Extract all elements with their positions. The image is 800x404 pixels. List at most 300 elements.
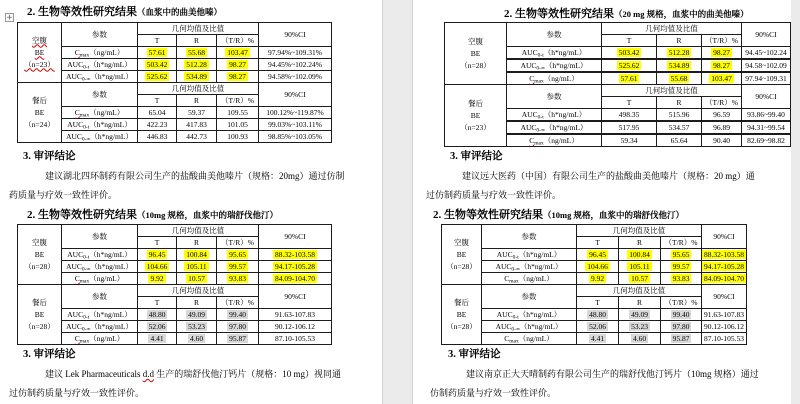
r-header: R	[657, 97, 702, 109]
value-cell	[217, 333, 259, 345]
param-unit: （h*ng/mL）	[543, 109, 587, 119]
value-text: 49.09	[631, 309, 648, 319]
param-cell	[62, 249, 138, 261]
ci-text: 94.45~102.24	[745, 47, 787, 57]
be-table-mount	[441, 224, 746, 345]
ci-cell	[702, 249, 747, 261]
value-text: 59.37	[188, 107, 205, 117]
param-cell	[507, 72, 602, 85]
param-unit: （ng/mL）	[518, 273, 554, 283]
conclusion-text: 建议远大医药（中国）有限公司生产的盐酸曲美他嗪片（规格：20 mg）通	[462, 171, 755, 181]
value-cell	[661, 321, 702, 333]
tr-ratio-header: （T/R）%	[217, 35, 259, 47]
value-cell	[619, 321, 661, 333]
param-header: 参数	[62, 225, 138, 249]
tr-ratio-header: （T/R）%	[702, 35, 742, 47]
table-row	[18, 261, 332, 273]
ci-cell	[259, 119, 332, 131]
value-text: 93.83	[672, 273, 690, 283]
param-cell	[507, 134, 602, 147]
param-cell	[62, 119, 138, 131]
tr-ratio-header: （T/R）%	[661, 237, 702, 249]
value-cell	[138, 131, 177, 143]
value-text: 97.80	[672, 321, 690, 331]
value-cell	[657, 109, 702, 122]
param-unit: （h*ng/mL）	[544, 60, 588, 70]
value-text: 48.80	[148, 309, 166, 319]
results-section-heading	[433, 206, 684, 222]
value-cell	[217, 47, 259, 59]
conclusion-paragraph	[9, 365, 341, 403]
value-text: 53.23	[631, 321, 648, 331]
value-text: 103.47	[711, 73, 732, 83]
value-cell	[217, 71, 259, 83]
param-name: $C_{max}$	[504, 273, 519, 284]
results-heading-subtitle: （血浆中的曲美他嗪）	[137, 7, 223, 17]
param-name: $AUC_{0-t}$	[67, 59, 90, 70]
value-cell	[577, 309, 619, 321]
be-results-table	[444, 22, 791, 147]
ci-cell	[742, 109, 791, 122]
ci-text: 87.10-105.53	[275, 333, 316, 343]
param-cell	[507, 59, 602, 72]
be-group-label: （n=28）	[460, 60, 491, 70]
ci-text: 94.45%~102.24%	[267, 59, 323, 69]
table-header-row	[442, 225, 747, 237]
be-group-label: 空腹	[454, 237, 469, 247]
param-unit: （ng/mL）	[543, 73, 579, 83]
be-group-cell	[18, 225, 62, 285]
ci-cell	[259, 321, 332, 333]
be-group-cell	[445, 23, 507, 85]
value-text: 104.66	[587, 261, 608, 271]
table-header-row	[18, 285, 332, 297]
ci-cell	[259, 71, 332, 83]
be-group-label: 空腹	[468, 36, 483, 46]
conclusion-line	[9, 167, 345, 186]
param-cell	[62, 321, 138, 333]
value-cell	[138, 71, 177, 83]
param-unit: （h*ng/mL）	[90, 321, 133, 331]
ci-header: 90%CI	[702, 225, 747, 249]
value-cell	[138, 333, 177, 345]
ci-header: 90%CI	[742, 23, 791, 47]
value-cell	[657, 72, 702, 85]
r-header: R	[177, 35, 217, 47]
be-group-cell	[445, 85, 507, 147]
table-row	[18, 47, 332, 59]
ci-text: 88.32-103.58	[275, 249, 316, 259]
results-section-heading	[27, 206, 278, 222]
table-header-row	[18, 23, 332, 35]
value-text: 96.59	[713, 109, 730, 119]
param-name: $AUC_{0-\infty}$	[520, 122, 545, 133]
table-row	[442, 333, 747, 345]
param-name: $AUC_{0-\infty}$	[66, 71, 91, 82]
value-cell	[619, 261, 661, 273]
param-unit: （ng/mL）	[89, 47, 125, 57]
ci-cell	[259, 59, 332, 71]
ci-text: 82.69~98.82	[747, 135, 785, 145]
ci-cell	[742, 72, 791, 85]
param-header: 参数	[507, 85, 602, 109]
conclusion-text: 仿制药质量与疗效一致性评价。	[430, 388, 557, 398]
document-page-left	[0, 0, 383, 404]
value-cell	[138, 47, 177, 59]
value-cell	[217, 309, 259, 321]
value-cell	[661, 273, 702, 285]
value-cell	[138, 59, 177, 71]
conclusion-heading: 3. 审评结论	[23, 151, 76, 162]
r-header: R	[177, 237, 217, 249]
value-cell	[217, 273, 259, 285]
param-unit: （h*ng/mL）	[89, 249, 132, 259]
be-group-label: BE	[470, 48, 481, 58]
value-text: 100.84	[629, 249, 650, 259]
param-name: $C_{max}$	[504, 333, 519, 344]
be-group-label: 餐后	[32, 297, 47, 307]
value-text: 109.55	[227, 107, 248, 117]
param-cell	[62, 273, 138, 285]
table-row	[442, 249, 747, 261]
ci-text: 97.94~109.31	[745, 73, 787, 83]
ci-text: 84.09-104.70	[704, 273, 745, 283]
value-text: 525.62	[618, 60, 640, 70]
be-group-label: （n=28）	[446, 261, 477, 271]
ci-text: 90.12-106.12	[704, 321, 745, 331]
param-unit: （ng/mL）	[89, 107, 125, 117]
value-cell	[619, 333, 661, 345]
be-group-label: BE	[34, 309, 45, 319]
value-text: 95.65	[229, 249, 246, 259]
value-cell	[217, 131, 259, 143]
document-page-right	[412, 0, 792, 404]
value-cell	[177, 261, 217, 273]
be-group-label: （n=28）	[24, 321, 55, 331]
value-text: 48.80	[589, 309, 606, 319]
ci-cell	[742, 134, 791, 147]
param-header: 参数	[507, 23, 602, 47]
param-unit: （h*ng/mL）	[90, 261, 133, 271]
param-name: $AUC_{0-\infty}$	[66, 131, 91, 142]
be-group-label: （n=23）	[460, 122, 491, 132]
value-text: 105.11	[629, 261, 650, 271]
results-heading-subtitle: （10mg 规格，血浆中的瑞舒伐他汀）	[543, 210, 684, 220]
conclusion-paragraph	[426, 167, 755, 205]
value-text: 99.57	[672, 261, 690, 271]
ci-cell	[259, 309, 332, 321]
ci-text: 94.17-105.28	[704, 261, 745, 271]
r-header: R	[177, 297, 217, 309]
ci-cell	[702, 273, 747, 285]
param-unit: （h*ng/mL）	[544, 122, 588, 132]
value-cell	[217, 249, 259, 261]
param-cell	[62, 71, 138, 83]
be-group-label: BE	[456, 249, 467, 259]
t-header: T	[138, 35, 177, 47]
param-cell	[482, 261, 577, 273]
param-name: $AUC_{0-t}$	[67, 119, 90, 130]
be-group-label: 餐后	[32, 95, 47, 105]
param-cell	[62, 333, 138, 345]
value-text: 98.27	[713, 60, 730, 70]
be-group-label: BE	[34, 249, 45, 259]
table-header-row	[445, 85, 791, 97]
param-cell	[482, 273, 577, 285]
conclusion-text: 过仿制药质量与疗效一致性评价。	[9, 388, 145, 398]
value-cell	[138, 107, 177, 119]
conclusion-line	[9, 384, 341, 403]
geo-mean-header: 几何均值及比值	[577, 285, 702, 297]
param-name: $AUC_{0-t}$	[521, 47, 544, 58]
value-cell	[138, 321, 177, 333]
param-unit: （h*ng/mL）	[90, 71, 133, 81]
table-row	[18, 71, 332, 83]
value-cell	[602, 121, 657, 134]
ci-text: 100.12%~119.87%	[266, 107, 324, 117]
results-heading-text: 2. 生物等效性研究结果	[433, 209, 543, 221]
value-text: 95.87	[672, 333, 690, 343]
be-group-label: BE	[34, 107, 45, 117]
value-text: 525.62	[146, 71, 168, 81]
geo-mean-header: 几何均值及比值	[138, 285, 259, 297]
value-cell	[177, 273, 217, 285]
value-text: 100.84	[186, 249, 207, 259]
param-cell	[62, 59, 138, 71]
results-heading-text: 2. 生物等效性研究结果	[27, 209, 137, 221]
conclusion-text: 药质量与疗效一致性评价。	[9, 190, 118, 200]
table-header-row	[18, 225, 332, 237]
value-text: 97.80	[229, 321, 246, 331]
value-text: 100.93	[227, 131, 248, 141]
param-cell	[482, 321, 577, 333]
be-group-cell	[442, 225, 482, 285]
t-header: T	[602, 97, 657, 109]
ci-cell	[259, 107, 332, 119]
param-name: $AUC_{0-\infty}$	[66, 261, 91, 272]
param-unit: （ng/mL）	[89, 273, 125, 283]
value-cell	[702, 109, 742, 122]
value-cell	[138, 309, 177, 321]
table-row	[18, 131, 332, 143]
value-text: 52.06	[148, 321, 166, 331]
value-text: 65.64	[670, 135, 688, 145]
param-name: $C_{max}$	[74, 333, 90, 344]
ci-header: 90%CI	[259, 83, 332, 107]
param-unit: （h*ng/mL）	[518, 249, 562, 259]
table-row	[18, 59, 332, 71]
table-row	[18, 333, 332, 345]
param-cell	[62, 261, 138, 273]
t-header: T	[138, 95, 177, 107]
value-text: 422.23	[146, 119, 168, 129]
value-text: 442.73	[186, 131, 207, 141]
be-group-label: 空腹	[32, 237, 47, 247]
be-group-label: （n=28）	[446, 321, 477, 331]
value-text: 93.83	[229, 273, 246, 283]
value-text: 96.89	[713, 122, 730, 132]
param-cell	[62, 47, 138, 59]
conclusion-line	[430, 384, 759, 403]
value-cell	[602, 109, 657, 122]
param-cell	[62, 107, 138, 119]
value-text: 55.68	[670, 73, 688, 83]
value-cell	[661, 333, 702, 345]
value-text: 4.60	[189, 333, 204, 343]
value-text: 98.27	[229, 59, 246, 69]
tr-ratio-header: （T/R）%	[661, 297, 702, 309]
conclusion-paragraph	[9, 167, 345, 205]
tr-ratio-header: （T/R）%	[217, 95, 259, 107]
value-text: 4.41	[150, 333, 164, 343]
ci-text: 87.10-105.53	[704, 333, 745, 343]
table-row	[18, 273, 332, 285]
conclusion-line	[9, 365, 341, 384]
ci-cell	[259, 273, 332, 285]
results-heading-subtitle: （20 mg 规格，血浆中的曲美他嗪）	[614, 9, 749, 19]
value-text: 534.89	[186, 71, 207, 81]
conclusion-heading: 3. 审评结论	[23, 349, 76, 360]
value-cell	[138, 261, 177, 273]
value-cell	[217, 107, 259, 119]
ci-cell	[259, 47, 332, 59]
value-cell	[217, 119, 259, 131]
ci-text: 90.12-106.12	[275, 321, 316, 331]
table-move-handle-icon[interactable]: +	[6, 13, 13, 23]
value-text: 446.83	[146, 131, 168, 141]
param-cell	[62, 309, 138, 321]
ci-text: 98.85%~103.05%	[267, 131, 323, 141]
value-cell	[138, 273, 177, 285]
table-row	[442, 309, 747, 321]
value-text: 57.61	[148, 47, 166, 57]
param-name: $AUC_{0-\infty}$	[66, 321, 91, 332]
value-text: 10.57	[631, 273, 648, 283]
value-cell	[661, 309, 702, 321]
param-header: 参数	[482, 285, 577, 309]
be-group-cell	[18, 285, 62, 345]
value-text: 99.57	[229, 261, 246, 271]
be-group-label: （n=28）	[24, 261, 55, 271]
value-text: 95.65	[672, 249, 690, 259]
value-text: 515.96	[668, 109, 690, 119]
results-section-heading	[27, 3, 222, 19]
table-row	[18, 119, 332, 131]
conclusion-line	[9, 186, 345, 205]
value-cell	[177, 333, 217, 345]
be-group-label: BE	[470, 110, 481, 120]
value-cell	[217, 321, 259, 333]
value-cell	[657, 121, 702, 134]
value-cell	[619, 273, 661, 285]
ci-cell	[259, 131, 332, 143]
value-text: 49.09	[188, 309, 205, 319]
param-name: $C_{max}$	[74, 107, 90, 118]
conclusion-line	[430, 365, 759, 384]
value-text: 417.83	[186, 119, 207, 129]
ci-header: 90%CI	[702, 285, 747, 309]
table-row	[442, 261, 747, 273]
value-text: 9.92	[590, 273, 605, 283]
param-name: $AUC_{0-t}$	[496, 309, 519, 320]
value-cell	[138, 119, 177, 131]
value-text: 503.42	[618, 47, 640, 57]
param-header: 参数	[482, 225, 577, 249]
tr-ratio-header: （T/R）%	[702, 97, 742, 109]
param-name: $AUC_{0-t}$	[67, 249, 90, 260]
value-cell	[177, 59, 217, 71]
param-unit: （ng/mL）	[518, 333, 554, 343]
param-name: $C_{max}$	[529, 73, 544, 84]
ci-text: 97.94%~109.31%	[267, 47, 323, 57]
table-row	[18, 249, 332, 261]
conclusion-paragraph	[430, 365, 759, 403]
value-text: 512.28	[186, 59, 207, 69]
param-unit: （h*ng/mL）	[89, 309, 132, 319]
param-unit: （h*ng/mL）	[519, 321, 563, 331]
param-unit: （ng/mL）	[89, 333, 125, 343]
value-text: 57.61	[620, 73, 638, 83]
geo-mean-header: 几何均值及比值	[138, 83, 259, 95]
t-header: T	[577, 237, 619, 249]
table-row	[18, 309, 332, 321]
value-cell	[702, 47, 742, 60]
t-header: T	[138, 237, 177, 249]
value-text: 4.41	[590, 333, 605, 343]
value-cell	[602, 59, 657, 72]
be-group-label: 餐后	[468, 98, 483, 108]
value-cell	[657, 134, 702, 147]
be-group-cell	[442, 285, 482, 345]
ci-text: 93.86~99.40	[747, 109, 785, 119]
param-header: 参数	[62, 285, 138, 309]
param-name: $C_{max}$	[74, 273, 90, 284]
conclusion-text: 生产的瑞舒伐他汀钙片（规格：10 mg）视同通	[153, 369, 341, 379]
conclusion-text: 建议 Lek Pharmaceuticals	[45, 369, 143, 379]
param-name: $AUC_{0-\infty}$	[520, 60, 545, 71]
ci-text: 84.09-104.70	[275, 273, 316, 283]
value-text: 96.45	[589, 249, 606, 259]
be-group-label: （n=23）	[24, 59, 55, 69]
r-header: R	[177, 95, 217, 107]
ci-cell	[742, 59, 791, 72]
geo-mean-header: 几何均值及比值	[138, 225, 259, 237]
table-row	[18, 107, 332, 119]
conclusion-line	[426, 167, 755, 186]
value-cell	[702, 134, 742, 147]
value-text: 103.47	[227, 47, 248, 57]
ci-text: 94.58%~102.09%	[267, 71, 323, 81]
conclusion-text: 建议湖北四环制药有限公司生产的盐酸曲美他嗪片（规格：20mg）通过仿制	[45, 171, 345, 181]
value-text: 55.68	[188, 47, 205, 57]
t-header: T	[138, 297, 177, 309]
value-text: 99.40	[672, 309, 690, 319]
value-text: 10.57	[188, 273, 205, 283]
r-header: R	[619, 237, 661, 249]
ci-cell	[702, 333, 747, 345]
value-text: 99.40	[229, 309, 246, 319]
value-cell	[138, 249, 177, 261]
ci-header: 90%CI	[259, 285, 332, 309]
geo-mean-header: 几何均值及比值	[602, 85, 742, 97]
param-name: $C_{max}$	[74, 47, 90, 58]
tr-ratio-header: （T/R）%	[217, 237, 259, 249]
value-cell	[577, 249, 619, 261]
value-cell	[217, 261, 259, 273]
value-cell	[577, 321, 619, 333]
value-cell	[602, 72, 657, 85]
param-cell	[507, 47, 602, 60]
